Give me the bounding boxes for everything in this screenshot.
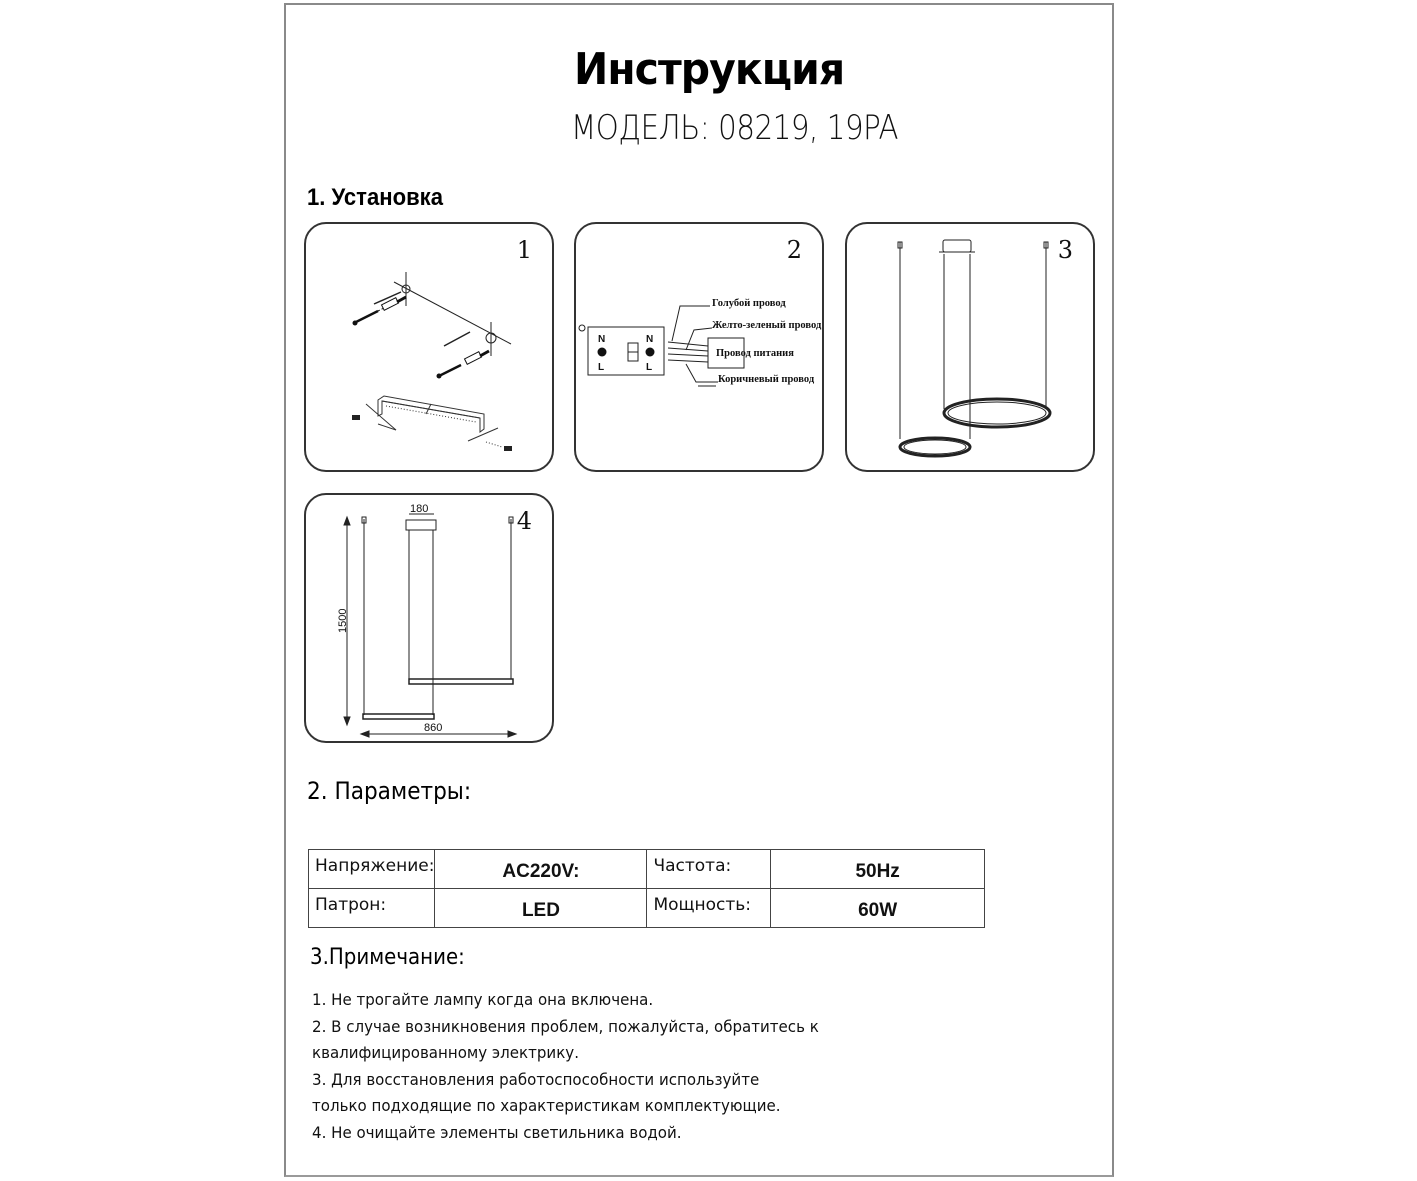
installation-panel-1 xyxy=(304,222,554,472)
installation-panel-2 xyxy=(574,222,824,472)
panel-number: 2 xyxy=(786,236,802,264)
socket-label: Патрон: xyxy=(309,889,435,928)
voltage-label: Напряжение: xyxy=(309,850,435,889)
table-row xyxy=(309,850,985,889)
installation-panel-3 xyxy=(845,222,1095,472)
power-label: Мощность: xyxy=(647,889,771,928)
terminal-label: L xyxy=(598,362,605,373)
dimensions-illustration xyxy=(306,495,554,743)
power-value: 60W xyxy=(771,889,985,928)
panel-number: 1 xyxy=(516,236,532,264)
notes-list xyxy=(312,987,819,1146)
socket-value: LED xyxy=(435,889,647,928)
panel-number: 3 xyxy=(1057,236,1073,264)
frequency-value: 50Hz xyxy=(771,850,985,889)
mounting-bracket-illustration xyxy=(306,224,554,472)
section-heading-notes: 3.Примечание: xyxy=(310,945,465,970)
dimension-width: 860 xyxy=(424,722,443,734)
section-heading-parameters: 2. Параметры: xyxy=(307,777,472,805)
model-number: МОДЕЛЬ: 08219, 19PA xyxy=(571,108,899,148)
parameters-table xyxy=(308,849,985,928)
note-line: 4. Не очищайте элементы светильника водой. xyxy=(312,1122,682,1142)
note-line: только подходящие по характеристикам комплектующие. xyxy=(312,1096,781,1115)
terminal-label: N xyxy=(646,334,654,345)
panel-number: 4 xyxy=(516,507,532,535)
terminal-label: N xyxy=(598,334,606,345)
terminal-label: L xyxy=(646,362,653,373)
pendant-rings-illustration xyxy=(847,224,1095,472)
wiring-diagram-illustration xyxy=(576,224,824,472)
wire-label-power: Провод питания xyxy=(716,348,794,359)
section-heading-installation: 1. Установка xyxy=(307,184,444,211)
note-line: 2. В случае возникновения проблем, пожалуйста, обратитесь к xyxy=(312,1016,819,1036)
note-line: 1. Не трогайте лампу когда она включена. xyxy=(312,990,654,1009)
wire-label-brown: Коричневый провод xyxy=(718,374,815,385)
table-row xyxy=(309,889,985,928)
installation-panel-4 xyxy=(304,493,554,743)
frequency-label: Частота: xyxy=(647,850,771,889)
voltage-value: AC220V: xyxy=(435,850,647,889)
document-title: Инструкция xyxy=(574,44,845,95)
note-line: квалифицированному электрику. xyxy=(312,1043,579,1062)
wire-label-blue: Голубой провод xyxy=(712,298,786,309)
wire-label-yellow-green: Желто-зеленый провод xyxy=(712,320,822,331)
dimension-canopy: 180 xyxy=(410,503,429,515)
note-line: 3. Для восстановления работоспособности используйте xyxy=(312,1069,760,1089)
dimension-height: 1500 xyxy=(337,608,349,633)
